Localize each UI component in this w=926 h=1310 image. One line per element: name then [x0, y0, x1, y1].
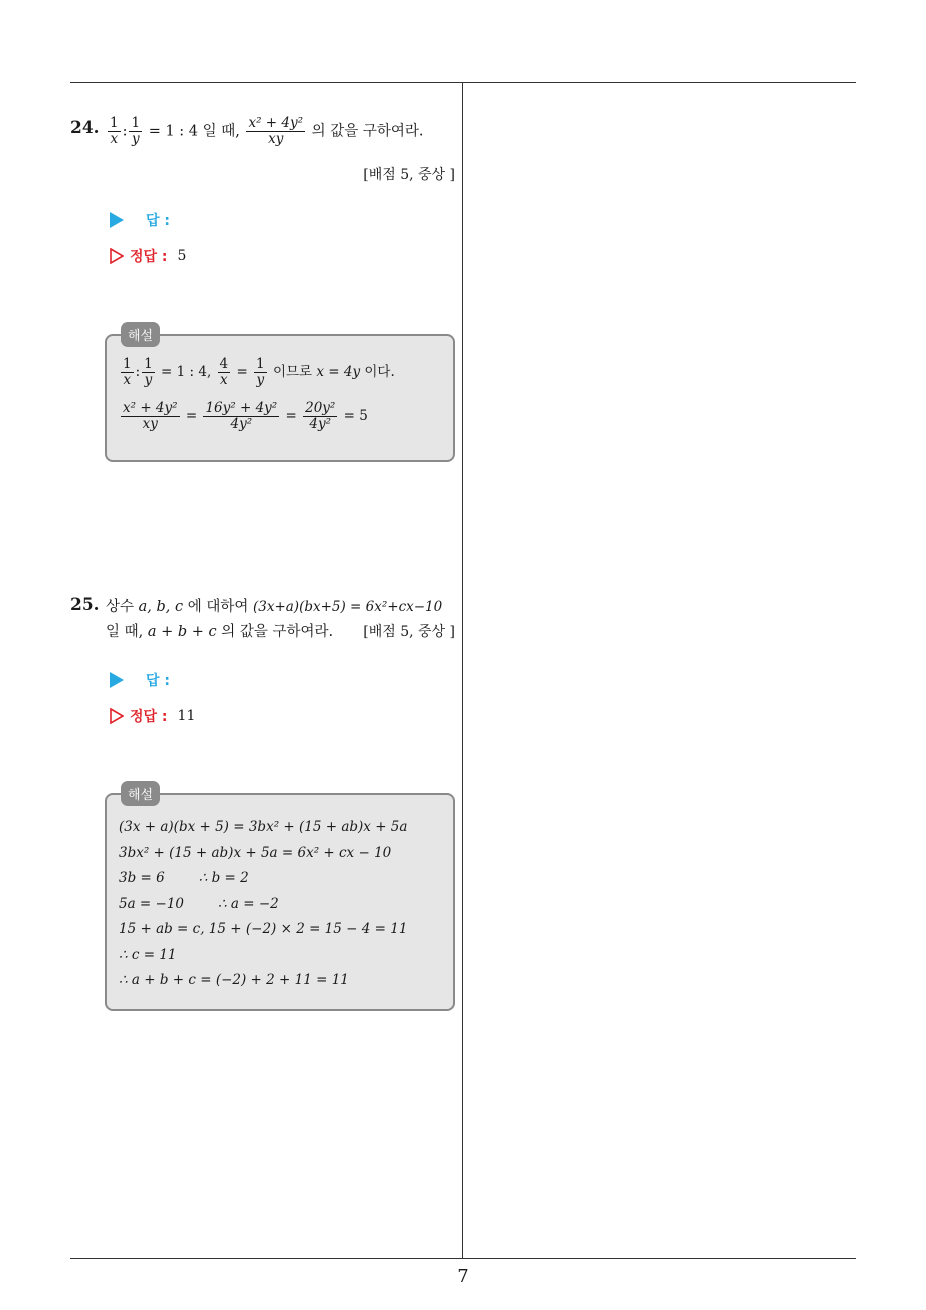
solution-box [105, 329, 455, 462]
solution-line: 3bx² + (15 + ab)x + 5a = 6x² + cx − 10 [119, 844, 392, 861]
answer-key-label: 정답 : [130, 249, 168, 265]
problem-number: 24. [70, 118, 100, 138]
answer-label: 답 : [146, 673, 170, 689]
solution-lines [107, 336, 453, 446]
play-icon [110, 672, 124, 688]
top-rule [70, 82, 856, 83]
fraction-1-over-x: $\frac{1}{x}$ [110, 115, 119, 147]
fraction-1-over-y: $\frac{1}{y}$ [131, 115, 141, 147]
problem-statement: $\frac{1}{x}$ : $\frac{1}{y}$ = 1 : 4 일 때, $\frac{\text{x² + 4y²}}{xy}$ 의 값을 구하여라. [110, 115, 424, 147]
answer-row [110, 670, 170, 690]
solution-tab: 해설 [121, 781, 160, 806]
problem-statement: 상수 a, b, c 에 대하여 (3x+a)(bx+5) = 6x²+cx−10 [106, 599, 443, 615]
bottom-rule [70, 1258, 856, 1259]
problem-25 [70, 595, 455, 1015]
problem-statement-line2: 일 때, a + b + c 의 값을 구하여라. [배점 5, 중상 ] [106, 620, 455, 645]
solution-line: $\frac{1}{x}$ : $\frac{1}{y}$ = 1 : 4, $\frac{4}{x}$ = $\frac{1}{y}$ 이므로 x = 4y 이다. [123, 356, 395, 388]
score-tag: [배점 5, 중상 ] [363, 167, 455, 183]
column-divider [462, 83, 463, 1258]
score-tag: [배점 5, 중상 ] [363, 624, 455, 640]
solution-line: ∴ a + b + c = (−2) + 2 + 11 = 11 [119, 972, 349, 988]
solution-lines [107, 795, 453, 1002]
answer-row [110, 210, 170, 230]
solution-tab: 해설 [121, 322, 160, 347]
play-outline-icon [110, 708, 124, 724]
solution-line: ∴ c = 11 [119, 946, 177, 963]
answer-key-row [110, 706, 195, 726]
page-number: 7 [457, 1266, 469, 1287]
answer-label: 답 : [146, 213, 170, 229]
fraction-target: $\frac{\text{x² + 4y²}}{xy}$ [248, 115, 304, 147]
answer-key-value: 11 [177, 708, 196, 724]
problem-24 [70, 116, 455, 466]
solution-line: 5a = −10 ∴ a = −2 [119, 895, 279, 912]
play-outline-icon [110, 248, 124, 264]
answer-key-value: 5 [177, 248, 187, 264]
problem-number: 25. [70, 595, 100, 615]
solution-box [105, 788, 455, 1011]
answer-key-row [110, 246, 186, 266]
solution-line: (3x + a)(bx + 5) = 3bx² + (15 + ab)x + 5a [119, 819, 408, 835]
solution-line: $\frac{\text{x² + 4y²}}{xy}$ = $\frac{\text{16y² + 4y²}}{\text{4y²}}$ = $\frac{\text{20y²}}{\text{4y²}}$ = 5 [123, 400, 368, 432]
answer-key-label: 정답 : [130, 709, 168, 725]
solution-line: 3b = 6 ∴ b = 2 [119, 870, 249, 886]
solution-line: 15 + ab = c, 15 + (−2) × 2 = 15 − 4 = 11 [119, 921, 408, 937]
play-icon [110, 212, 124, 228]
